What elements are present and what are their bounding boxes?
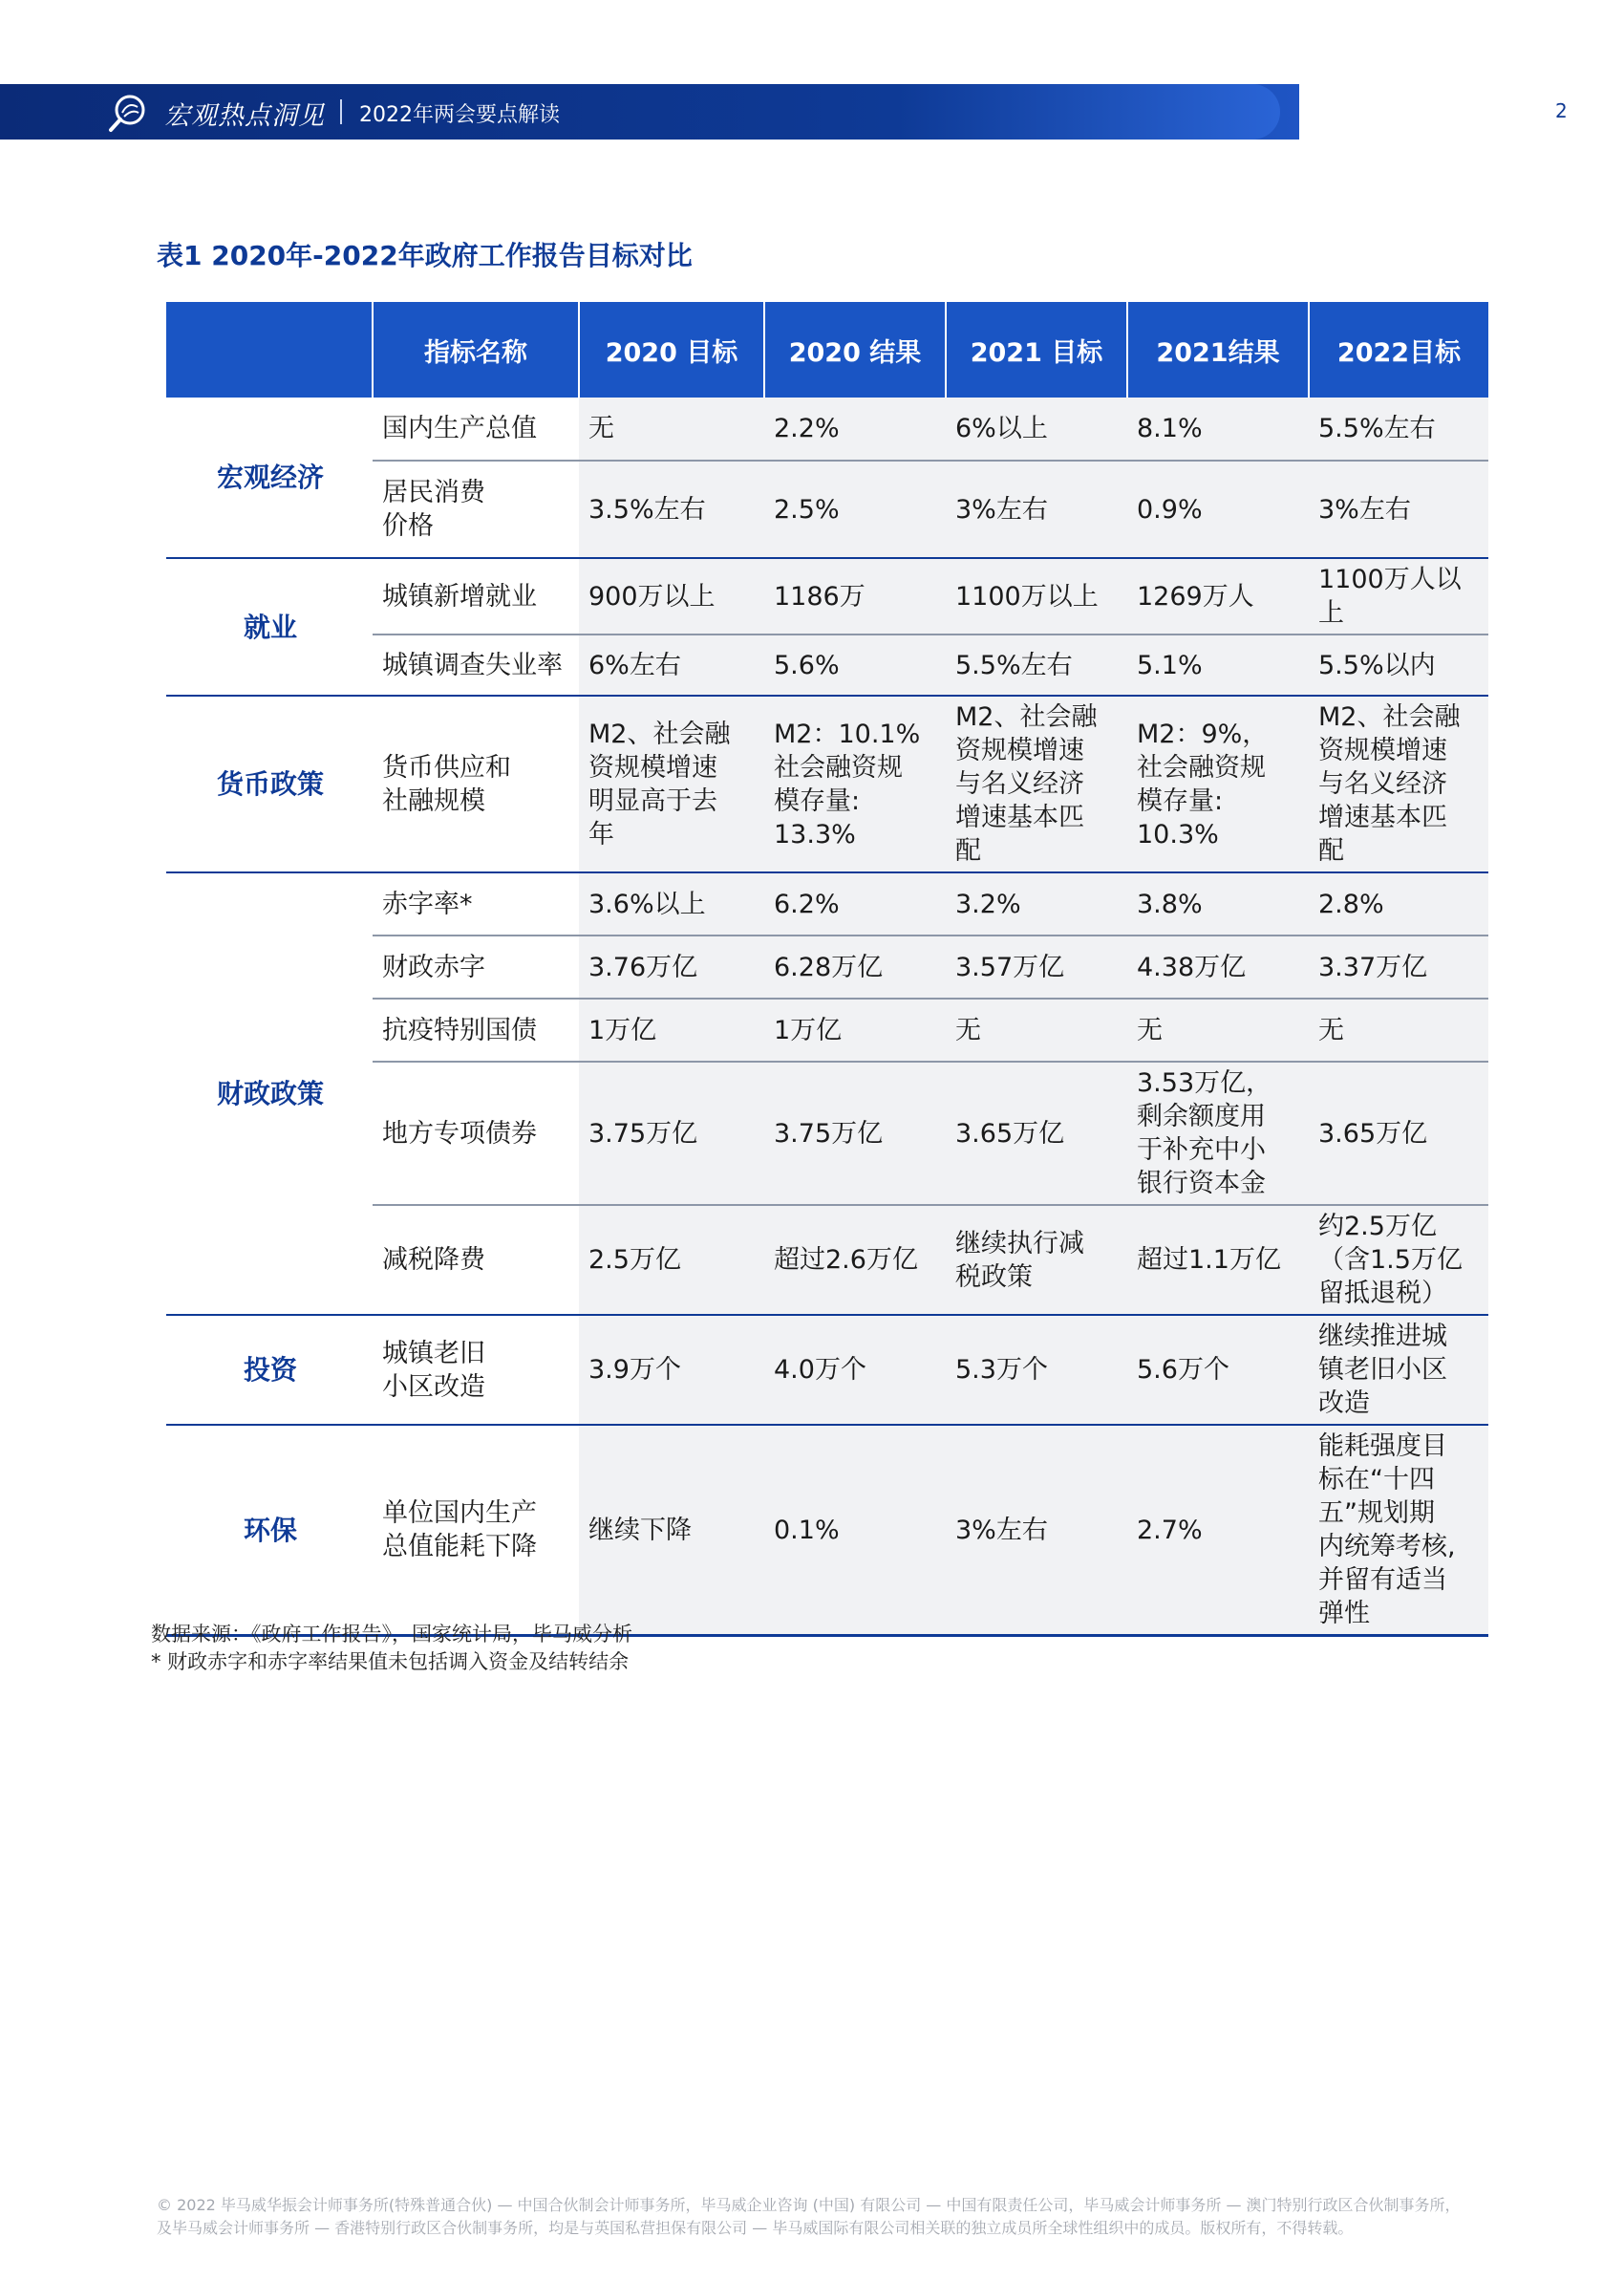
header-cell-2020-result: 2020 结果 — [764, 302, 946, 398]
value-cell: 继续推进城 镇老旧小区 改造 — [1309, 1315, 1488, 1425]
value-cell: 1269万人 — [1127, 558, 1309, 635]
footnote: * 财政赤字和赤字率结果值未包括调入资金及结转结余 — [151, 1650, 630, 1673]
value-cell: 超过2.6万亿 — [764, 1205, 946, 1315]
value-cell: 8.1% — [1127, 398, 1309, 461]
category-fiscal: 财政政策 — [166, 872, 373, 1315]
table-row — [166, 398, 1488, 461]
document-title: 2022年两会要点解读 — [359, 103, 560, 127]
value-cell: 1100万以上 — [946, 558, 1127, 635]
value-cell: 6.2% — [764, 872, 946, 936]
value-cell: 5.6万个 — [1127, 1315, 1309, 1425]
header-cell-2021-target: 2021 目标 — [946, 302, 1127, 398]
value-cell: 3.65万亿 — [946, 1062, 1127, 1205]
comparison-table — [166, 302, 1488, 1637]
header-cell-indicator: 指标名称 — [373, 302, 579, 398]
data-source-note: 数据来源：《政府工作报告》，国家统计局，毕马威分析 — [151, 1623, 632, 1645]
value-cell: 5.5%以内 — [1309, 635, 1488, 696]
value-cell: 能耗强度目 标在“十四 五”规划期 内统筹考核, 并留有适当 弹性 — [1309, 1425, 1488, 1636]
indicator-cell: 货币供应和 社融规模 — [373, 696, 579, 872]
value-cell: 继续执行减 税政策 — [946, 1205, 1127, 1315]
table-row — [166, 558, 1488, 635]
value-cell: 3.37万亿 — [1309, 936, 1488, 999]
header-cell-2021-result: 2021结果 — [1127, 302, 1309, 398]
value-cell: 0.1% — [764, 1425, 946, 1636]
value-cell: 2.5万亿 — [579, 1205, 764, 1315]
copyright-footer — [157, 2194, 1494, 2240]
value-cell: 3.76万亿 — [579, 936, 764, 999]
category-environment: 环保 — [166, 1425, 373, 1636]
value-cell: 3.53万亿， 剩余额度用 于补充中小 银行资本金 — [1127, 1062, 1309, 1205]
value-cell: 1万亿 — [579, 999, 764, 1062]
value-cell: 6.28万亿 — [764, 936, 946, 999]
value-cell: 6%左右 — [579, 635, 764, 696]
brand-name: 宏观热点洞见 — [164, 101, 325, 131]
value-cell: 0.9% — [1127, 461, 1309, 558]
value-cell: 3.8% — [1127, 872, 1309, 936]
page-number-pill — [1475, 97, 1605, 127]
value-cell: 3.6%以上 — [579, 872, 764, 936]
indicator-cell: 减税降费 — [373, 1205, 579, 1315]
value-cell: 3.2% — [946, 872, 1127, 936]
value-cell: 无 — [579, 398, 764, 461]
value-cell: 5.1% — [1127, 635, 1309, 696]
value-cell: 3.57万亿 — [946, 936, 1127, 999]
value-cell: 2.5% — [764, 461, 946, 558]
category-monetary: 货币政策 — [166, 696, 373, 872]
value-cell: 2.2% — [764, 398, 946, 461]
table-header-row — [166, 302, 1488, 398]
value-cell: 6%以上 — [946, 398, 1127, 461]
indicator-cell: 城镇新增就业 — [373, 558, 579, 635]
table-row — [166, 1315, 1488, 1425]
indicator-cell: 城镇调查失业率 — [373, 635, 579, 696]
value-cell: 5.6% — [764, 635, 946, 696]
value-cell: 900万以上 — [579, 558, 764, 635]
indicator-cell: 居民消费 价格 — [373, 461, 579, 558]
indicator-cell: 抗疫特别国债 — [373, 999, 579, 1062]
indicator-cell: 财政赤字 — [373, 936, 579, 999]
value-cell: 3%左右 — [946, 461, 1127, 558]
value-cell: 2.8% — [1309, 872, 1488, 936]
indicator-cell: 国内生产总值 — [373, 398, 579, 461]
value-cell: 3.75万亿 — [764, 1062, 946, 1205]
value-cell: 3.9万个 — [579, 1315, 764, 1425]
table-row — [166, 696, 1488, 872]
value-cell: 5.5%左右 — [946, 635, 1127, 696]
header-cell-category — [166, 302, 373, 398]
indicator-cell: 赤字率* — [373, 872, 579, 936]
value-cell: 约2.5万亿 （含1.5万亿 留抵退税） — [1309, 1205, 1488, 1315]
value-cell: 1100万人以 上 — [1309, 558, 1488, 635]
value-cell: 5.3万个 — [946, 1315, 1127, 1425]
value-cell: M2、社会融 资规模增速 与名义经济 增速基本匹 配 — [946, 696, 1127, 872]
value-cell: 4.0万个 — [764, 1315, 946, 1425]
category-investment: 投资 — [166, 1315, 373, 1425]
value-cell: 3%左右 — [1309, 461, 1488, 558]
header-separator — [340, 99, 342, 124]
header-cell-2020-target: 2020 目标 — [579, 302, 764, 398]
indicator-cell: 单位国内生产 总值能耗下降 — [373, 1425, 579, 1636]
value-cell: 1万亿 — [764, 999, 946, 1062]
category-macro: 宏观经济 — [166, 398, 373, 558]
value-cell: 超过1.1万亿 — [1127, 1205, 1309, 1315]
value-cell: 无 — [946, 999, 1127, 1062]
value-cell: 继续下降 — [579, 1425, 764, 1636]
value-cell: 3.75万亿 — [579, 1062, 764, 1205]
value-cell: 3%左右 — [946, 1425, 1127, 1636]
category-employment: 就业 — [166, 558, 373, 696]
value-cell: M2：10.1% 社会融资规 模存量: 13.3% — [764, 696, 946, 872]
value-cell: M2、社会融 资规模增速 与名义经济 增速基本匹 配 — [1309, 696, 1488, 872]
value-cell: 5.5%左右 — [1309, 398, 1488, 461]
value-cell: 3.65万亿 — [1309, 1062, 1488, 1205]
table-notes — [151, 1621, 632, 1676]
magnifier-logo-icon — [107, 92, 149, 134]
value-cell: M2：9%， 社会融资规 模存量: 10.3% — [1127, 696, 1309, 872]
value-cell: M2、社会融 资规模增速 明显高于去 年 — [579, 696, 764, 872]
table-row — [166, 872, 1488, 936]
table-title: 表1 2020年-2022年政府工作报告目标对比 — [157, 240, 693, 271]
value-cell: 无 — [1127, 999, 1309, 1062]
table-row — [166, 1425, 1488, 1636]
value-cell: 无 — [1309, 999, 1488, 1062]
indicator-cell: 地方专项债券 — [373, 1062, 579, 1205]
footer-line-2: 及毕马威会计师事务所 — 香港特别行政区合伙制事务所，均是与英国私营担保有限公司 — 毕马威国际有限公司相关联的独立成员所全球性组织中的成员。版权所有，不得转载。 — [157, 2219, 1354, 2237]
value-cell: 1186万 — [764, 558, 946, 635]
page-number: 2 — [1555, 99, 1568, 122]
header-cell-2022-target: 2022目标 — [1309, 302, 1488, 398]
indicator-cell: 城镇老旧 小区改造 — [373, 1315, 579, 1425]
value-cell: 2.7% — [1127, 1425, 1309, 1636]
value-cell: 4.38万亿 — [1127, 936, 1309, 999]
value-cell: 3.5%左右 — [579, 461, 764, 558]
footer-line-1: © 2022 毕马威华振会计师事务所(特殊普通合伙) — 中国合伙制会计师事务所，毕马威企业咨询 (中国) 有限公司 — 中国有限责任公司，毕马威会计师事务所 — 澳门特别行政区合伙制事务所， — [157, 2196, 1461, 2214]
